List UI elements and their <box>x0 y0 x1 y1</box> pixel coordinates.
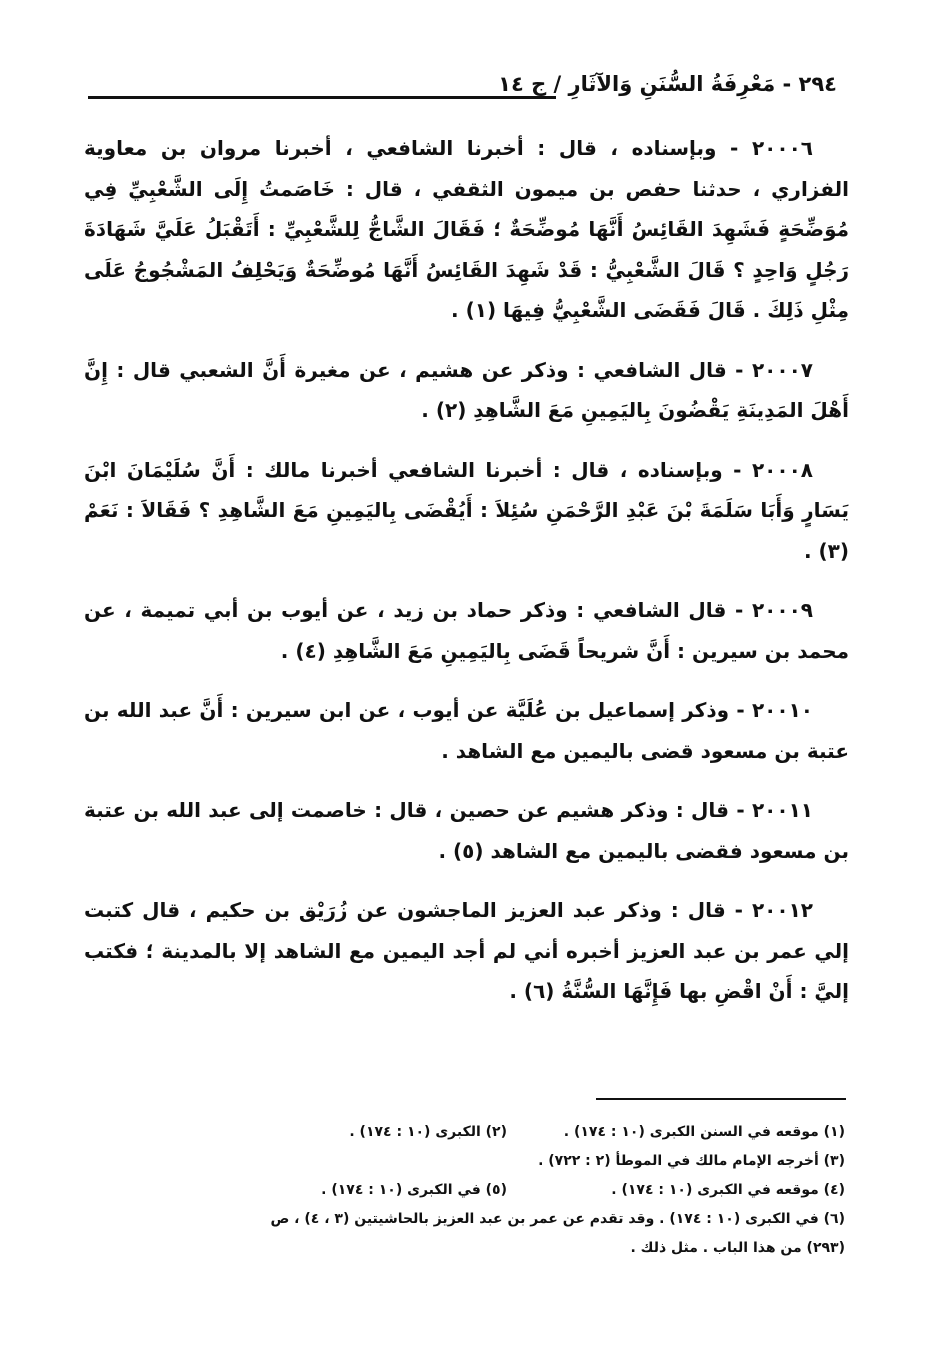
footnote-5: (٥) في الكبرى (١٠ : ١٧٤) . <box>321 1182 507 1198</box>
hadith-20012: ٢٠٠١٢ - قال : وذكر عبد العزيز الماجشون عن زُرَيْق بن حكيم ، قال كتبت إلي عمر بن عبد العزيز أخبره أني لم أجد اليمين مع الشاهد إلا بالمدينة ؛ فكتب إليَّ : أَنْ اقْضِ بها فَإِنَّهَا السُّنَّةُ (٦) . <box>84 898 849 1003</box>
footnote-separator <box>596 1098 846 1100</box>
footnote-3: (٣) أخرجه الإمام مالك في الموطأ (٢ : ٧٢٢) . <box>538 1153 845 1169</box>
footnote-6-line-2: (٢٩٣) من هذا الباب . مثل ذلك . <box>630 1240 845 1256</box>
hadith-20006: ٢٠٠٠٦ - وبإسناده ، قال : أخبرنا الشافعي ، أخبرنا مروان بن معاوية الفزاري ، حدثنا حفص بن ميمون الثقفي ، قال : خَاصَمتُ إِلَى الشَّعْبِيِّ فِي مُوَضِّحَةٍ فَشَهِدَ القَائِسُ أَنَّهَا مُوضِّحَةٌ ؛ فَقَالَ الشَّاجُّ لِلشَّعْبِيِّ : أَتَقْبَلُ عَلَيَّ شَهَادَةَ رَجُلٍ وَاحِدٍ ؟ قَالَ الشَّعْبِيُّ : قَدْ شَهِدَ القَائِسُ أَنَّهَا مُوضِّحَةٌ وَيَحْلِفُ المَشْجُوجُ عَلَى مِثْلِ ذَلِكَ . قَالَ فَقَضَى الشَّعْبِيُّ فِيهَا (١) . <box>84 136 849 322</box>
header-rule <box>88 96 556 99</box>
page-header <box>88 68 837 108</box>
hadith-20008: ٢٠٠٠٨ - وبإسناده ، قال : أخبرنا الشافعي أخبرنا مالك : أَنَّ سُلَيْمَانَ ابْنَ يَسَارٍ وَأَبَا سَلَمَةَ بْنَ عَبْدِ الرَّحْمَنِ سُئِلاَ : أَيُقْضَى بِاليَمِينِ مَعَ الشَّاهِدِ ؟ فَقَالاَ : نَعَمْ (٣) . <box>84 457 849 563</box>
footnote-row <box>88 1118 845 1147</box>
footnote-row <box>88 1234 845 1263</box>
footnote-4: (٤) موقعه في الكبرى (١٠ : ١٧٤) . <box>611 1182 845 1198</box>
footnote-2: (٢) الكبرى (١٠ : ١٧٤) . <box>349 1124 507 1140</box>
hadith-20007: ٢٠٠٠٧ - قال الشافعي : وذكر عن هشيم ، عن مغيرة أَنَّ الشعبي قال : إِنَّ أَهْلَ المَدِينَةِ يَقْضُونَ بِاليَمِينِ مَعَ الشَّاهِدِ (٢) . <box>84 357 849 422</box>
footnote-row <box>88 1205 845 1234</box>
running-head: ٢٩٤ - مَعْرِفَةُ السُّنَنِ وَالآثَارِ / ج ١٤ <box>498 72 837 96</box>
footnotes <box>88 1118 845 1263</box>
hadith-20011: ٢٠٠١١ - قال : وذكر هشيم عن حصين ، قال : خاصمت إلى عبد الله بن عتبة بن مسعود فقضى باليمين مع الشاهد (٥) . <box>84 798 849 863</box>
hadith-20010: ٢٠٠١٠ - وذكر إسماعيل بن عُلَيَّة عن أيوب ، عن ابن سيرين : أَنَّ عبد الله بن عتبة بن مسعود قضى باليمين مع الشاهد . <box>84 698 849 763</box>
main-text <box>84 128 849 1031</box>
footnote-row <box>88 1147 845 1176</box>
hadith-20009: ٢٠٠٠٩ - قال الشافعي : وذكر حماد بن زيد ، عن أيوب بن أبي تميمة ، عن محمد بن سيرين : أَنَّ شريحاً قَضَى بِاليَمِينِ مَعَ الشَّاهِدِ (٤) . <box>84 598 849 663</box>
footnote-row <box>88 1176 845 1205</box>
footnote-1: (١) موقعه في السنن الكبرى (١٠ : ١٧٤) . <box>563 1124 845 1140</box>
footnote-6-line-1: (٦) في الكبرى (١٠ : ١٧٤) . وقد تقدم عن عمر بن عبد العزيز بالحاشيتين (٣ ، ٤) ، ص <box>270 1211 845 1227</box>
